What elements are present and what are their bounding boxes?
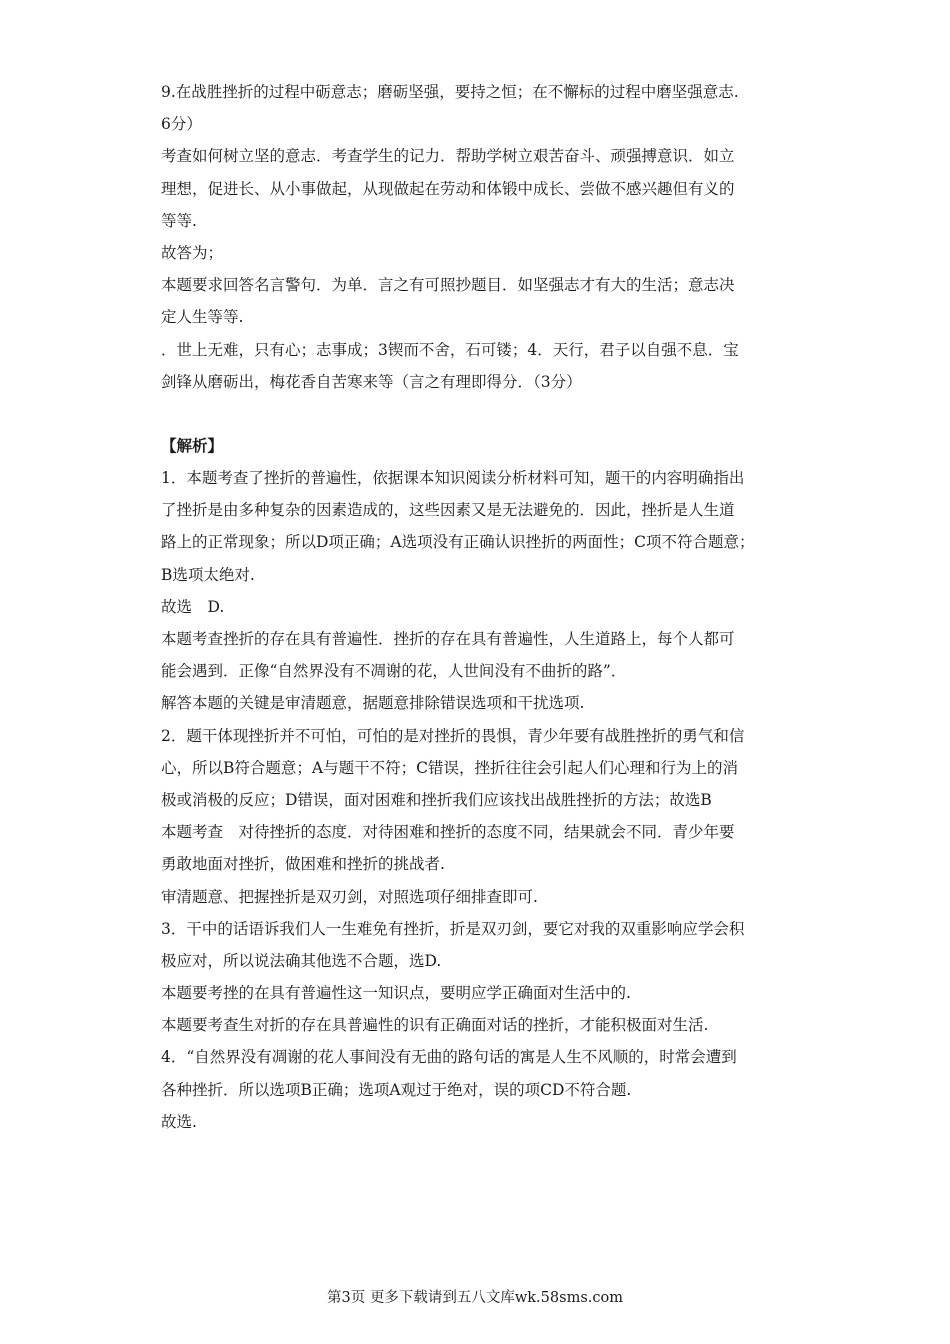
analysis-heading: 【解析】: [161, 435, 224, 455]
text-line: 极或消极的反应；D错误，面对困难和挫折我们应该找出战胜挫折的方法；故选B: [161, 790, 712, 809]
text-line: 勇敢地面对挫折，做困难和挫折的挑战者.: [161, 855, 445, 874]
text-line: B选项太绝对.: [161, 565, 255, 584]
text-line: 本题考查 对待挫折的态度．对待困难和挫折的态度不同，结果就会不同．青少年要: [161, 823, 735, 842]
text-line: 4．“自然界没有凋谢的花人事间没有无曲的路句话的寓是人生不风顺的，时常会遭到: [161, 1048, 737, 1067]
text-line: 剑锋从磨砺出，梅花香自苦寒来等（言之有理即得分．（3分）: [161, 372, 582, 391]
text-line: 本题考查挫折的存在具有普遍性．挫折的存在具有普遍性，人生道路上，每个人都可: [161, 630, 735, 648]
analysis-section: [161, 430, 801, 1138]
text-line: 故选 D.: [161, 597, 225, 616]
text-line: 故答为；: [161, 243, 224, 262]
text-line: 等等.: [161, 211, 197, 230]
document-page: [161, 76, 801, 1138]
text-line: 定人生等等.: [161, 308, 244, 327]
text-line: 故选.: [161, 1112, 197, 1131]
text-line: 了挫折是由多种复杂的因素造成的，这些因素又是无法避免的．因此，挫折是人生道: [161, 501, 735, 520]
text-line: 各种挫折．所以选项B正确；选项A观过于绝对，误的项CD不符合题.: [161, 1080, 632, 1099]
section-gap: [161, 398, 801, 430]
page-footer: 第3页 更多下载请到五八文库wk.58sms.com: [327, 1290, 623, 1306]
text-line: 9.在战胜挫折的过程中砺意志；磨砺坚强，要持之恒；在不懈标的过程中磨坚强意志.: [161, 83, 739, 101]
text-line: 路上的正常现象；所以D项正确；A选项没有正确认识挫折的两面性；C项不符合题意；: [161, 533, 755, 552]
text-line: 1．本题考查了挫折的普遍性，依据课本知识阅读分析材料可知，题干的内容明确指出: [161, 469, 745, 488]
text-line: 3．干中的话语诉我们人一生难免有挫折，折是双刃剑，要它对我的双重影响应学会积: [161, 919, 745, 938]
text-line: 本题要求回答名言警句．为单．言之有可照抄题目．如坚强志才有大的生活；意志决: [161, 276, 735, 295]
text-line: 6分）: [161, 115, 202, 134]
text-line: 解答本题的关键是审清题意，据题意排除错误选项和干扰选项.: [161, 694, 585, 713]
text-line: 能会遇到．正像“自然界没有不凋谢的花，人世间没有不曲折的路”．: [161, 662, 627, 681]
text-line: 理想，促进长、从小事做起，从现做起在劳动和体锻中成长、尝做不感兴趣但有义的: [161, 179, 735, 198]
text-line: 考查如何树立坚的意志．考查学生的记力．帮助学树立艰苦奋斗、顽强搏意识．如立: [161, 147, 735, 166]
text-line: ．世上无难，只有心；志事成；3锲而不舍，石可镂；4．天行，君子以自强不息．宝: [161, 340, 739, 359]
text-line: 本题要考查生对折的存在具普遍性的识有正确面对话的挫折，才能积极面对生活.: [161, 1016, 709, 1035]
text-line: 审清题意、把握挫折是双刃剑，对照选项仔细排查即可.: [161, 887, 538, 906]
text-line: 2．题干体现挫折并不可怕，可怕的是对挫折的畏惧，青少年要有战胜挫折的勇气和信: [161, 726, 745, 745]
text-line: 本题要考挫的在具有普遍性这一知识点，要明应学正确面对生活中的.: [161, 984, 631, 1003]
text-line: 心，所以B符合题意；A与题干不符；C错误，挫折往往会引起人们心理和行为上的消: [161, 758, 738, 777]
text-line: 极应对，所以说法确其他选不合题，选D.: [161, 951, 442, 970]
answer-section: [161, 76, 801, 398]
